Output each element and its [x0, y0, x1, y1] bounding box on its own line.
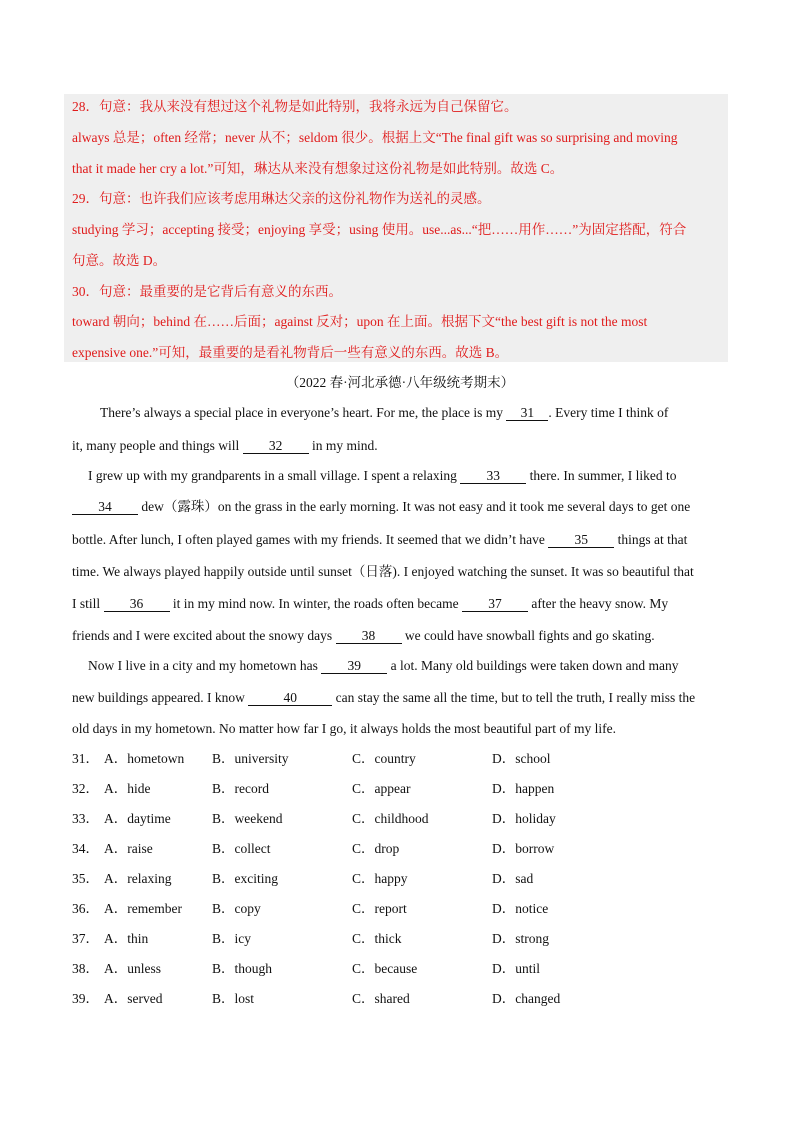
passage-text: bottle. After lunch, I often played games with my friends. It seemed that we didn’t have: [72, 532, 545, 547]
option-b[interactable]: B．lost: [212, 991, 255, 1006]
option-b[interactable]: B．icy: [212, 931, 251, 946]
blank-38[interactable]: 38: [336, 628, 402, 644]
passage-line: [88, 467, 676, 485]
passage-line: [72, 498, 690, 516]
passage-line: [88, 657, 679, 675]
question-number: 36．: [72, 901, 99, 916]
passage-text: Now I live in a city and my hometown has: [88, 658, 318, 673]
option-d[interactable]: D．sad: [492, 871, 534, 886]
option-a[interactable]: A．remember: [104, 901, 182, 916]
answer-29-meaning: 29．句意：也许我们应该考虑用琳达父亲的这份礼物作为送礼的灵感。: [72, 191, 491, 206]
option-c[interactable]: C．because: [352, 961, 418, 976]
passage-text: I grew up with my grandparents in a small village. I spent a relaxing: [88, 468, 457, 483]
blank-36[interactable]: 36: [104, 596, 170, 612]
passage-text: new buildings appeared. I know: [72, 690, 245, 705]
option-b[interactable]: B．record: [212, 781, 269, 796]
option-d[interactable]: D．strong: [492, 931, 549, 946]
passage-text: dew（露珠）on the grass in the early morning. It was not easy and it took me several days to get one: [141, 499, 691, 514]
option-d[interactable]: D．until: [492, 961, 541, 976]
option-d[interactable]: D．holiday: [492, 811, 556, 826]
option-b[interactable]: B．collect: [212, 841, 271, 856]
blank-37[interactable]: 37: [462, 596, 528, 612]
passage-text: . Every time I think of: [548, 405, 669, 420]
blank-40[interactable]: 40: [248, 690, 332, 706]
question-37-options: [72, 930, 732, 948]
blank-33[interactable]: 33: [460, 468, 526, 484]
question-number: 31．: [72, 751, 99, 766]
question-35-options: [72, 870, 732, 888]
source-heading: （2022 春·河北承德·八年级统考期末）: [285, 375, 515, 390]
question-31-options: [72, 750, 732, 768]
question-33-options: [72, 810, 732, 828]
option-a[interactable]: A．served: [104, 991, 163, 1006]
question-number: 33．: [72, 811, 99, 826]
answer-30-explanation: toward 朝向；behind 在……后面；against 反对；upon 在上面。根据下文“the best gift is not the most: [72, 314, 648, 329]
option-a[interactable]: A．hide: [104, 781, 151, 796]
blank-34[interactable]: 34: [72, 499, 138, 515]
option-b[interactable]: B．university: [212, 751, 289, 766]
passage-text: we could have snowball fights and go skating.: [404, 628, 655, 643]
option-b[interactable]: B．exciting: [212, 871, 278, 886]
question-number: 32．: [72, 781, 99, 796]
option-a[interactable]: A．daytime: [104, 811, 171, 826]
option-a[interactable]: A．relaxing: [104, 871, 172, 886]
question-number: 38．: [72, 961, 99, 976]
option-b[interactable]: B．copy: [212, 901, 261, 916]
passage-text: after the heavy snow. My: [531, 596, 669, 611]
option-c[interactable]: C．appear: [352, 781, 411, 796]
passage-text: in my mind.: [311, 438, 378, 453]
answer-28-explanation: always 总是；often 经常；never 从不；seldom 很少。根据上文“The final gift was so surprising and moving: [72, 130, 678, 145]
passage-line: [72, 595, 668, 613]
passage-line: [72, 689, 695, 707]
question-number: 35．: [72, 871, 99, 886]
passage-text: I still: [72, 596, 101, 611]
option-a[interactable]: A．raise: [104, 841, 153, 856]
option-a[interactable]: A．thin: [104, 931, 149, 946]
option-c[interactable]: C．report: [352, 901, 407, 916]
option-c[interactable]: C．country: [352, 751, 416, 766]
option-d[interactable]: D．happen: [492, 781, 555, 796]
answer-29-explanation: studying 学习；accepting 接受；enjoying 享受；using 使用。use...as...“把……用作……”为固定搭配，符合: [72, 222, 687, 237]
question-number: 39．: [72, 991, 99, 1006]
option-c[interactable]: C．happy: [352, 871, 408, 886]
question-34-options: [72, 840, 732, 858]
option-d[interactable]: D．school: [492, 751, 551, 766]
passage-text: it in my mind now. In winter, the roads often became: [172, 596, 459, 611]
question-38-options: [72, 960, 732, 978]
passage-line: [72, 437, 378, 455]
option-d[interactable]: D．borrow: [492, 841, 555, 856]
passage-text: can stay the same all the time, but to tell the truth, I really miss the: [335, 690, 696, 705]
answer-28-meaning: 28．句意：我从来没有想过这个礼物是如此特别，我将永远为自己保留它。: [72, 99, 518, 114]
passage-line: time. We always played happily outside until sunset（日落). I enjoyed watching the sunset. It was so beautiful that: [72, 564, 694, 579]
answer-30-meaning: 30．句意：最重要的是它背后有意义的东西。: [72, 284, 342, 299]
passage-text: it, many people and things will: [72, 438, 240, 453]
blank-39[interactable]: 39: [321, 658, 387, 674]
blank-35[interactable]: 35: [548, 532, 614, 548]
passage-line: old days in my hometown. No matter how far I go, it always holds the most beautiful part of my life.: [72, 721, 617, 736]
option-c[interactable]: C．childhood: [352, 811, 429, 826]
passage-text: things at that: [617, 532, 688, 547]
question-number: 34．: [72, 841, 99, 856]
passage-line: [100, 404, 668, 422]
blank-31[interactable]: 31: [506, 405, 548, 421]
option-b[interactable]: B．weekend: [212, 811, 283, 826]
question-36-options: [72, 900, 732, 918]
option-d[interactable]: D．notice: [492, 901, 549, 916]
option-d[interactable]: D．changed: [492, 991, 561, 1006]
option-c[interactable]: C．shared: [352, 991, 410, 1006]
passage-text: there. In summer, I liked to: [529, 468, 677, 483]
blank-32[interactable]: 32: [243, 438, 309, 454]
passage-line: [72, 531, 687, 549]
answer-30-conclusion: expensive one.”可知，最重要的是看礼物背后一些有意义的东西。故选 B。: [72, 345, 509, 360]
answer-29-conclusion: 句意。故选 D。: [72, 253, 167, 268]
option-b[interactable]: B．though: [212, 961, 273, 976]
question-number: 37．: [72, 931, 99, 946]
option-c[interactable]: C．drop: [352, 841, 400, 856]
passage-line: [72, 627, 655, 645]
answer-28-conclusion: that it made her cry a lot.”可知，琳达从来没有想象过这份礼物是如此特别。故选 C。: [72, 161, 564, 176]
passage-text: friends and I were excited about the snowy days: [72, 628, 333, 643]
question-32-options: [72, 780, 732, 798]
option-a[interactable]: A．unless: [104, 961, 161, 976]
passage-text: There’s always a special place in everyone’s heart. For me, the place is my: [100, 405, 503, 420]
option-c[interactable]: C．thick: [352, 931, 402, 946]
option-a[interactable]: A．hometown: [104, 751, 185, 766]
passage-text: a lot. Many old buildings were taken down and many: [390, 658, 679, 673]
question-39-options: [72, 990, 732, 1008]
